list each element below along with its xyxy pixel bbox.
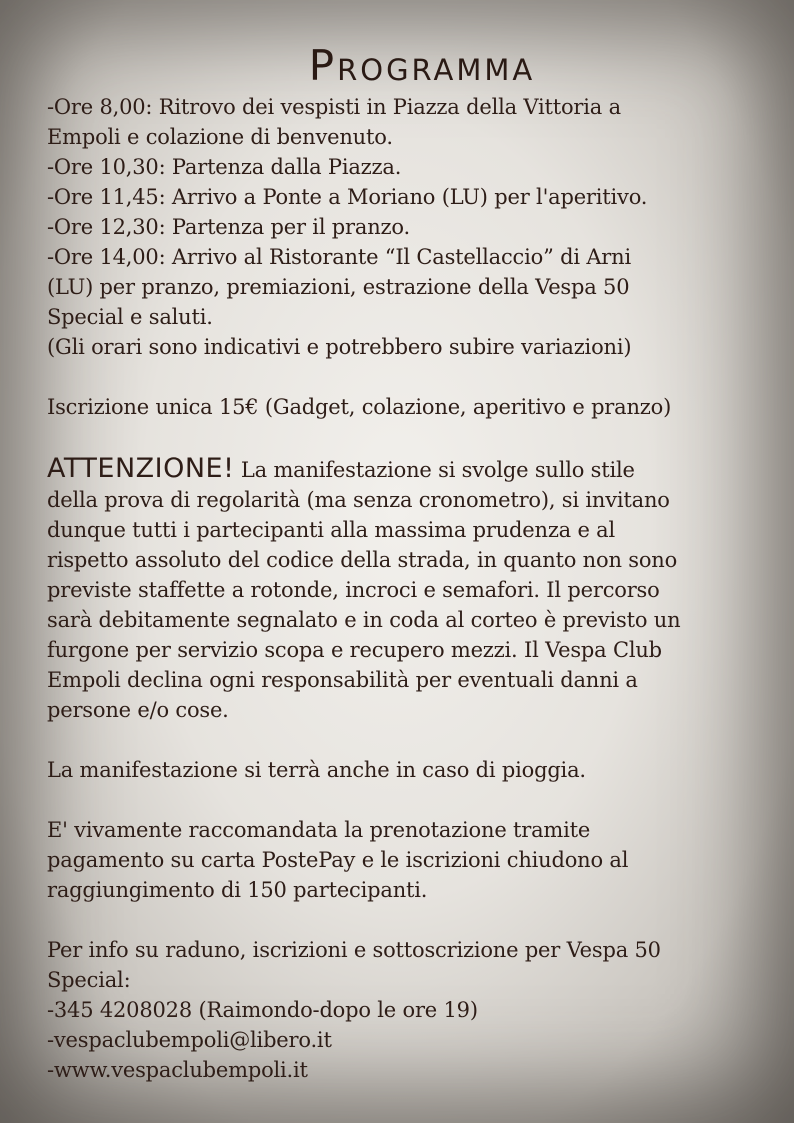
booking-line: pagamento su carta PostePay e le iscrizioni chiudono al <box>47 848 629 872</box>
schedule-line: Special e saluti. <box>47 305 213 329</box>
booking-line: E' vivamente raccomandata la prenotazione tramite <box>47 818 591 842</box>
booking-line: raggiungimento di 150 partecipanti. <box>47 878 428 902</box>
rain-notice: La manifestazione si terrà anche in caso di pioggia. <box>47 758 586 782</box>
registration-fee: Iscrizione unica 15€ (Gadget, colazione, aperitivo e pranzo) <box>47 395 672 419</box>
info-section <box>47 935 767 1085</box>
attention-heading: ATTENZIONE! <box>47 453 235 484</box>
schedule-line: -Ore 14,00: Arrivo al Ristorante “Il Castellaccio” di Arni <box>47 245 631 269</box>
info-line: Special: <box>47 968 131 992</box>
info-line: Per info su raduno, iscrizioni e sottoscrizione per Vespa 50 <box>47 938 661 962</box>
attention-line: furgone per servizio scopa e recupero mezzi. Il Vespa Club <box>47 638 662 662</box>
schedule-line: -Ore 12,30: Partenza per il pranzo. <box>47 215 410 239</box>
attention-first-line <box>47 454 767 485</box>
attention-line: persone e/o cose. <box>47 698 229 722</box>
attention-line: sarà debitamente segnalato e in coda al corteo è previsto un <box>47 608 681 632</box>
contact-website: -www.vespaclubempoli.it <box>47 1058 308 1082</box>
schedule-line: -Ore 10,30: Partenza dalla Piazza. <box>47 155 402 179</box>
attention-text: La manifestazione si svolge sullo stile <box>234 458 635 482</box>
attention-line: dunque tutti i partecipanti alla massima prudenza e al <box>47 518 616 542</box>
attention-section <box>47 454 767 725</box>
flyer-page <box>47 40 767 1085</box>
schedule-section <box>47 92 767 362</box>
contact-phone: -345 4208028 (Raimondo-dopo le ore 19) <box>47 998 478 1022</box>
page-title: Programma <box>308 41 536 90</box>
attention-line: Empoli declina ogni responsabilità per eventuali danni a <box>47 668 638 692</box>
attention-line: della prova di regolarità (ma senza cronometro), si invitano <box>47 488 670 512</box>
schedule-line: Empoli e colazione di benvenuto. <box>47 125 393 149</box>
contact-email: -vespaclubempoli@libero.it <box>47 1028 332 1052</box>
booking-section <box>47 815 767 905</box>
attention-line: rispetto assoluto del codice della strada, in quanto non sono <box>47 548 678 572</box>
schedule-line: (LU) per pranzo, premiazioni, estrazione della Vespa 50 <box>47 275 630 299</box>
schedule-line: -Ore 8,00: Ritrovo dei vespisti in Piazza della Vittoria a <box>47 95 621 119</box>
schedule-note: (Gli orari sono indicativi e potrebbero subire variazioni) <box>47 335 632 359</box>
attention-line: previste staffette a rotonde, incroci e semafori. Il percorso <box>47 578 660 602</box>
schedule-line: -Ore 11,45: Arrivo a Ponte a Moriano (LU) per l'aperitivo. <box>47 185 648 209</box>
